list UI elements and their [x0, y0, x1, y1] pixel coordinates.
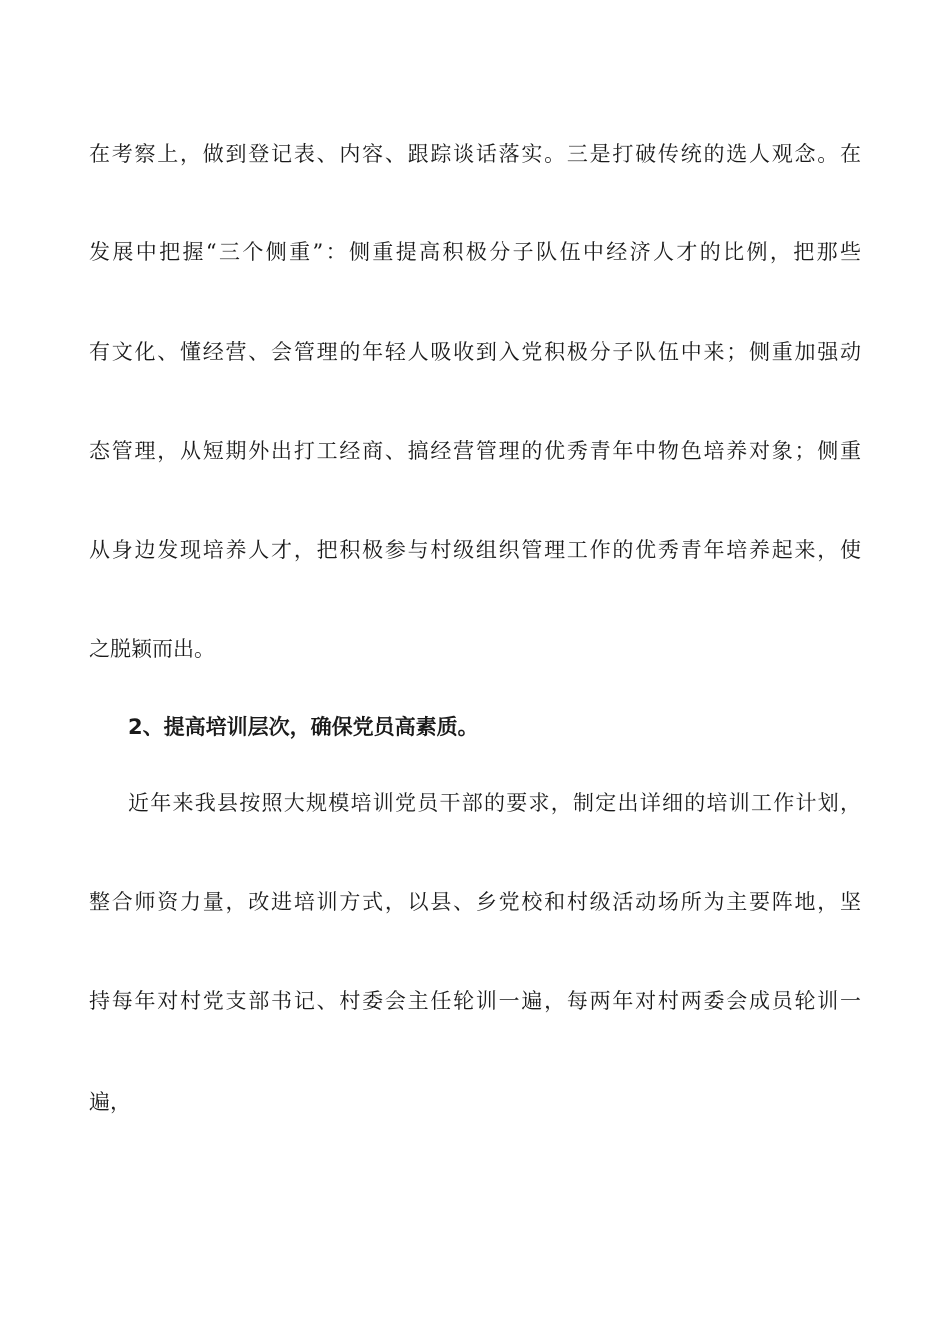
paragraph-1-line-4: 态管理，从短期外出打工经商、搞经营管理的优秀青年中物色培养对象；侧重	[89, 439, 861, 463]
paragraph-1-line-2: 发展中把握“三个侧重”：侧重提高积极分子队伍中经济人才的比例，把那些	[89, 240, 861, 264]
paragraph-2-line-3: 持每年对村党支部书记、村委会主任轮训一遍，每两年对村两委会成员轮训一	[89, 989, 861, 1013]
paragraph-2-line-4: 遍，	[89, 1090, 131, 1114]
paragraph-1-line-6: 之脱颖而出。	[89, 637, 215, 661]
paragraph-1-line-3: 有文化、懂经营、会管理的年轻人吸收到入党积极分子队伍中来；侧重加强动	[89, 340, 861, 364]
paragraph-1-line-5: 从身边发现培养人才，把积极参与村级组织管理工作的优秀青年培养起来，使	[89, 538, 861, 562]
section-heading: 2、提高培训层次，确保党员高素质。	[128, 715, 479, 739]
paragraph-1-line-1: 在考察上，做到登记表、内容、跟踪谈话落实。三是打破传统的选人观念。在	[89, 142, 861, 166]
paragraph-2-line-2: 整合师资力量，改进培训方式，以县、乡党校和村级活动场所为主要阵地，坚	[89, 890, 861, 914]
paragraph-2-line-1: 近年来我县按照大规模培训党员干部的要求，制定出详细的培训工作计划，	[128, 791, 861, 815]
